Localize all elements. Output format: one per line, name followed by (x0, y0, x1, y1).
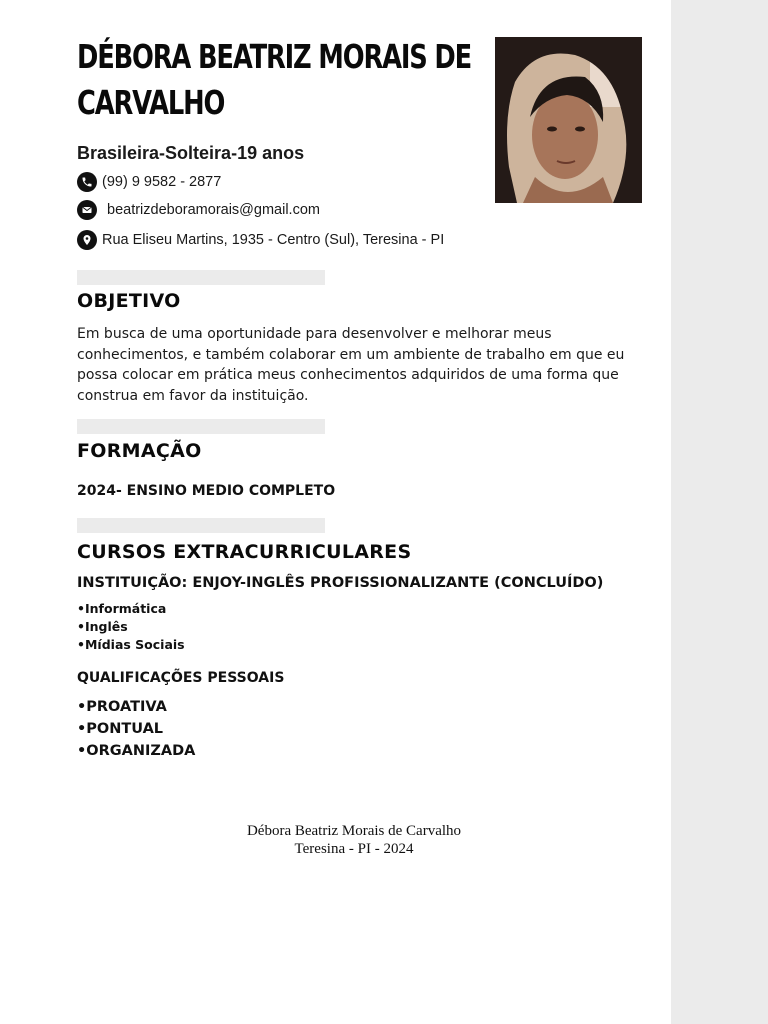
contact-email (77, 200, 320, 220)
list-item: •PROATIVA (77, 699, 167, 715)
list-item: •Mídias Sociais (77, 637, 185, 652)
mail-icon (77, 200, 97, 220)
section-divider (77, 419, 325, 434)
formacao-item: 2024- ENSINO MEDIO COMPLETO (77, 483, 336, 499)
objetivo-heading: OBJETIVO (77, 290, 181, 312)
contact-phone (77, 172, 221, 192)
personal-info: Brasileira-Solteira-19 anos (77, 143, 305, 163)
footer-name: Débora Beatriz Morais de Carvalho (246, 823, 462, 839)
formacao-heading: FORMAÇÃO (77, 440, 202, 462)
objetivo-text: Em busca de uma oportunidade para desenvolver e melhorar meus conhecimentos, e também colaborar em um ambiente de trabalho em que eu possa colocar em prática meus conhecimentos adquiridos de uma forma que construa em favor da instituição. (77, 326, 625, 404)
list-item: •Inglês (77, 619, 128, 634)
phone-icon (77, 172, 97, 192)
side-strip (671, 0, 768, 1024)
candidate-name: DÉBORA BEATRIZ MORAIS DE CARVALHO (77, 37, 472, 122)
cursos-list (77, 600, 185, 654)
profile-photo (495, 37, 642, 203)
phone-number: (99) 9 9582 - 2877 (102, 174, 222, 190)
list-item: •ORGANIZADA (77, 743, 196, 759)
location-pin-icon (77, 230, 97, 250)
footer (77, 822, 631, 858)
contact-address (77, 230, 444, 250)
list-item: •PONTUAL (77, 721, 164, 737)
cursos-heading: CURSOS EXTRACURRICULARES (77, 541, 412, 563)
footer-location-year: Teresina - PI - 2024 (294, 841, 414, 857)
address-text: Rua Eliseu Martins, 1935 - Centro (Sul), Teresina - PI (102, 232, 445, 248)
list-item: •Informática (77, 601, 167, 616)
section-divider (77, 270, 325, 285)
email-address: beatrizdeboramorais@gmail.com (107, 202, 320, 218)
cursos-institution: INSTITUIÇÃO: ENJOY-INGLÊS PROFISSIONALIZANTE (CONCLUÍDO) (77, 575, 604, 591)
section-divider (77, 518, 325, 533)
qualificacoes-heading: QUALIFICAÇÕES PESSOAIS (77, 670, 285, 686)
qualificacoes-list (77, 696, 195, 762)
